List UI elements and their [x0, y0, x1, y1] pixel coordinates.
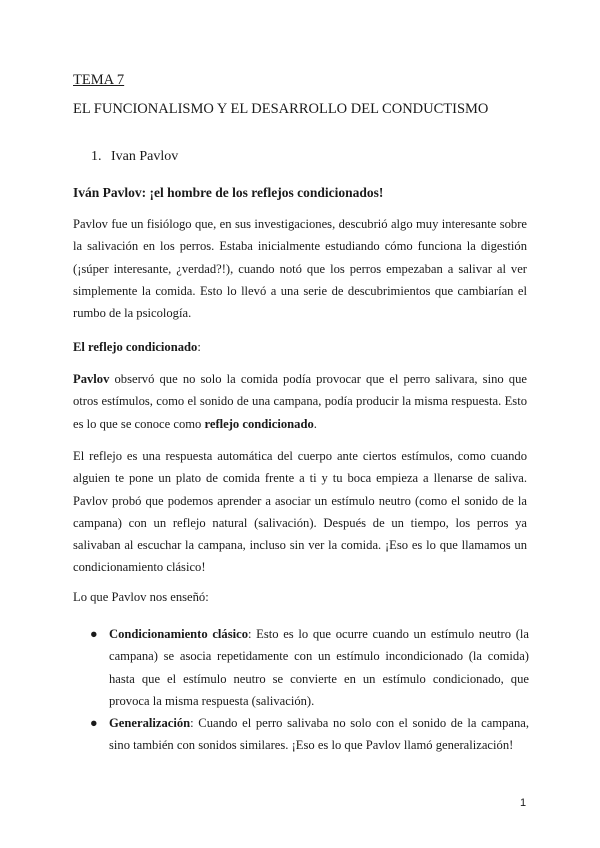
list-item — [73, 623, 529, 712]
reflex-paragraph — [73, 368, 527, 435]
reflex-text: observó que no solo la comida podía provocar que el perro salivara, sino que otros estímulos, como el sonido de una campana, podía producir la misma respuesta. Esto es lo que se conoce como — [73, 372, 527, 431]
bullet-text: : Esto es lo que ocurre cuando un estímulo neutro (la campana) se asocia repetidamente con un estímulo incondicionado (la comida) hasta que el estímulo neutro se convierte en un estímulo condicionado, que provoca la misma respuesta (salivación). — [109, 627, 529, 708]
section-heading — [91, 149, 178, 165]
reflex-heading-text: El reflejo condicionado — [73, 340, 198, 354]
bullet-term: Generalización — [109, 716, 191, 731]
lessons-intro: Lo que Pavlov nos enseñó: — [73, 590, 209, 604]
bullet-icon: ● — [90, 627, 98, 641]
reflex-heading — [73, 340, 201, 355]
section-title: Ivan Pavlov — [111, 149, 179, 164]
lessons-list — [73, 623, 529, 757]
subtitle: Iván Pavlov: ¡el hombre de los reflejos condicionados! — [73, 185, 384, 200]
bullet-icon: ● — [90, 716, 98, 731]
page-title: EL FUNCIONALISMO Y EL DESARROLLO DEL CONDUCTISMO — [73, 101, 489, 117]
reflex-bold-end: reflejo condicionado — [204, 416, 314, 431]
reflex-end: . — [313, 416, 317, 431]
list-item — [73, 712, 529, 757]
topic-label: TEMA 7 — [73, 72, 125, 88]
reflex-heading-colon: : — [197, 340, 201, 354]
reflex-bold-start: Pavlov — [73, 372, 110, 386]
explanation-paragraph: El reflejo es una respuesta automática del cuerpo ante ciertos estímulos, como cuando alguien te pone un plato de comida frente a ti y tu boca empieza a llenarse de saliva. Pavlov probó que podemos aprender a asociar un estímulo neutro (como el sonido de la campana) con un reflejo natural (salivación). Después de un tiempo, los perros ya salivaban al escuchar la campana, incluso sin ver la comida. ¡Eso es lo que llamamos un condicionamiento clásico! — [73, 449, 527, 575]
bullet-text: : Cuando el perro salivaba no solo con el sonido de la campana, sino también con sonidos similares. ¡Eso es lo que Pavlov llamó generalización! — [109, 716, 529, 753]
bullet-term: Condicionamiento clásico — [109, 627, 248, 641]
page-number: 1 — [520, 797, 527, 809]
section-number: 1. — [91, 149, 102, 164]
intro-paragraph: Pavlov fue un fisiólogo que, en sus investigaciones, descubrió algo muy interesante sobre la salivación en los perros. Estaba inicialmente estudiando cómo funciona la digestión (¡súper interesante, ¿verdad?!), cuando notó que los perros empezaban a salivar al ver simplemente la comida. Esto lo llevó a una serie de descubrimientos que cambiarían el rumbo de la psicología. — [73, 217, 527, 321]
